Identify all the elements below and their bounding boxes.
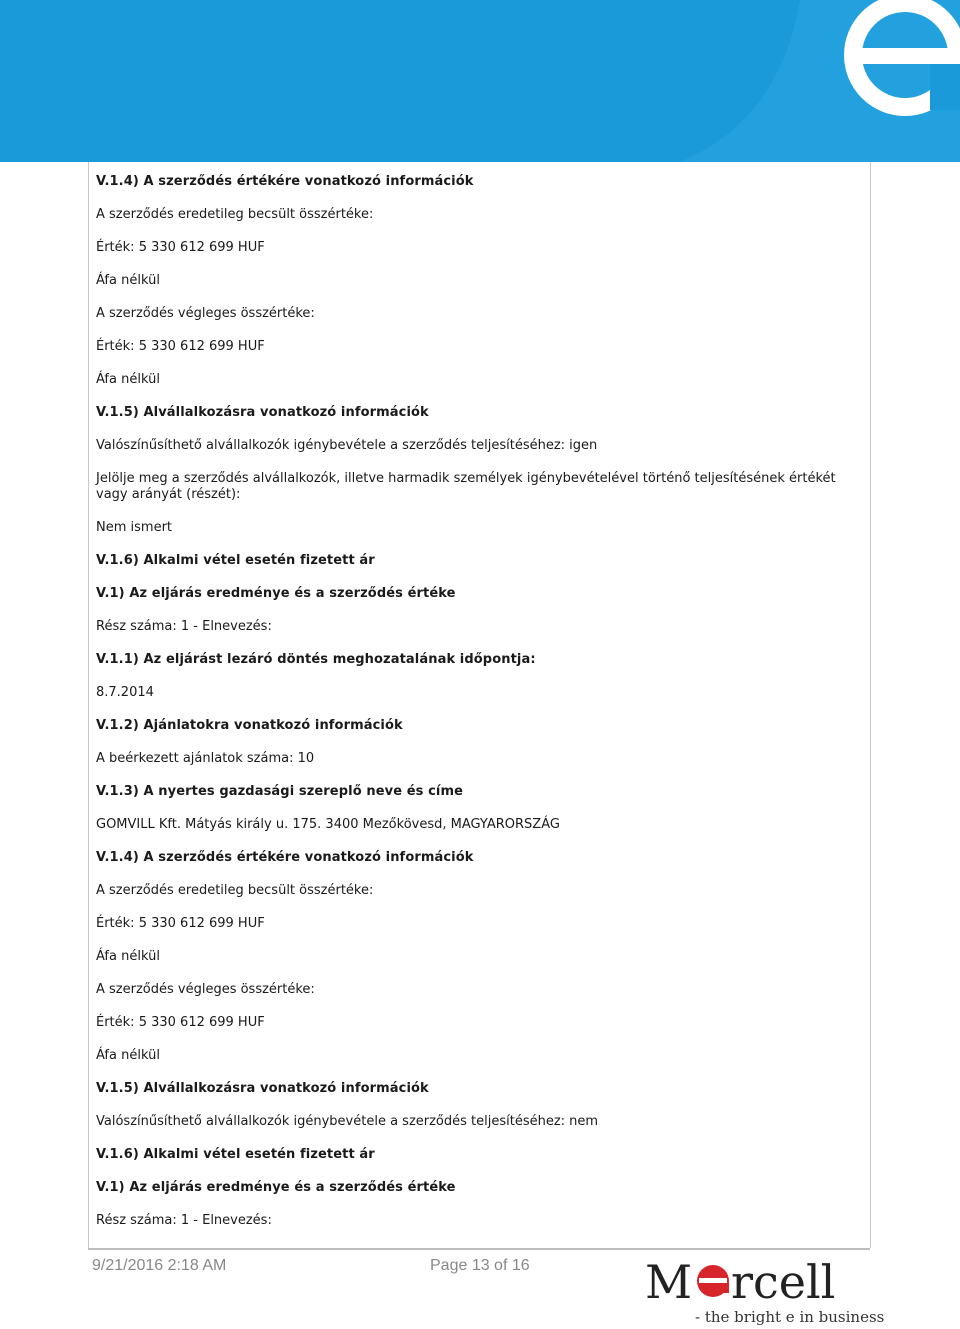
- section-heading: V.1.5) Alvállalkozásra vonatkozó információk: [96, 405, 429, 420]
- document-body: [96, 174, 866, 1246]
- section-heading: V.1.4) A szerződés értékére vonatkozó információk: [96, 850, 474, 865]
- svg-text:rcell: rcell: [731, 1255, 836, 1306]
- section-heading: V.1.6) Alkalmi vétel esetén fizetett ár: [96, 1147, 375, 1162]
- header-band: [0, 0, 960, 162]
- marcell-logo: [643, 1254, 885, 1326]
- body-line: Áfa nélkül: [96, 1048, 160, 1063]
- section-heading: V.1.1) Az eljárást lezáró döntés meghozatalának időpontja:: [96, 652, 536, 667]
- body-line: Érték: 5 330 612 699 HUF: [96, 339, 265, 354]
- section-heading: V.1) Az eljárás eredménye és a szerződés értéke: [96, 1180, 456, 1195]
- svg-text:M: M: [645, 1255, 693, 1306]
- footer-divider: [88, 1248, 870, 1250]
- body-line: A szerződés eredetileg becsült összértéke:: [96, 207, 374, 222]
- body-line: Érték: 5 330 612 699 HUF: [96, 916, 265, 931]
- body-line: Áfa nélkül: [96, 949, 160, 964]
- body-line: GOMVILL Kft. Mátyás király u. 175. 3400 Mezőkövesd, MAGYARORSZÁG: [96, 817, 560, 832]
- section-heading: V.1.3) A nyertes gazdasági szereplő neve és címe: [96, 784, 464, 799]
- body-line: Érték: 5 330 612 699 HUF: [96, 1015, 265, 1030]
- footer-date: 9/21/2016 2:18 AM: [92, 1257, 227, 1274]
- marcell-wordmark: [643, 1254, 868, 1306]
- body-line: Áfa nélkül: [96, 372, 160, 387]
- section-heading: V.1.5) Alvállalkozásra vonatkozó információk: [96, 1081, 429, 1096]
- section-heading: V.1.6) Alkalmi vétel esetén fizetett ár: [96, 553, 375, 568]
- body-line: Jelölje meg a szerződés alvállalkozók, illetve harmadik személyek igénybevételével történő teljesítésének értékét vagy arányát (részét):: [96, 471, 836, 502]
- body-line: Rész száma: 1 - Elnevezés:: [96, 1213, 272, 1228]
- body-line: Rész száma: 1 - Elnevezés:: [96, 619, 272, 634]
- body-line: A szerződés eredetileg becsült összértéke:: [96, 883, 374, 898]
- section-heading: V.1) Az eljárás eredménye és a szerződés értéke: [96, 586, 456, 601]
- e-logo-icon: [0, 0, 960, 162]
- body-line: Érték: 5 330 612 699 HUF: [96, 240, 265, 255]
- body-line: A beérkezett ajánlatok száma: 10: [96, 751, 315, 766]
- footer-page-number: Page 13 of 16: [430, 1257, 530, 1274]
- section-heading: V.1.4) A szerződés értékére vonatkozó információk: [96, 174, 474, 189]
- body-line: Valószínűsíthető alvállalkozók igénybevétele a szerződés teljesítéséhez: igen: [96, 438, 598, 453]
- body-line: Valószínűsíthető alvállalkozók igénybevétele a szerződés teljesítéséhez: nem: [96, 1114, 599, 1129]
- body-line: Nem ismert: [96, 520, 173, 535]
- body-line: 8.7.2014: [96, 685, 154, 700]
- logo-tagline: - the bright e in business: [695, 1308, 885, 1326]
- section-heading: V.1.2) Ajánlatokra vonatkozó információk: [96, 718, 403, 733]
- body-line: A szerződés végleges összértéke:: [96, 982, 315, 997]
- body-line: A szerződés végleges összértéke:: [96, 306, 315, 321]
- body-line: Áfa nélkül: [96, 273, 160, 288]
